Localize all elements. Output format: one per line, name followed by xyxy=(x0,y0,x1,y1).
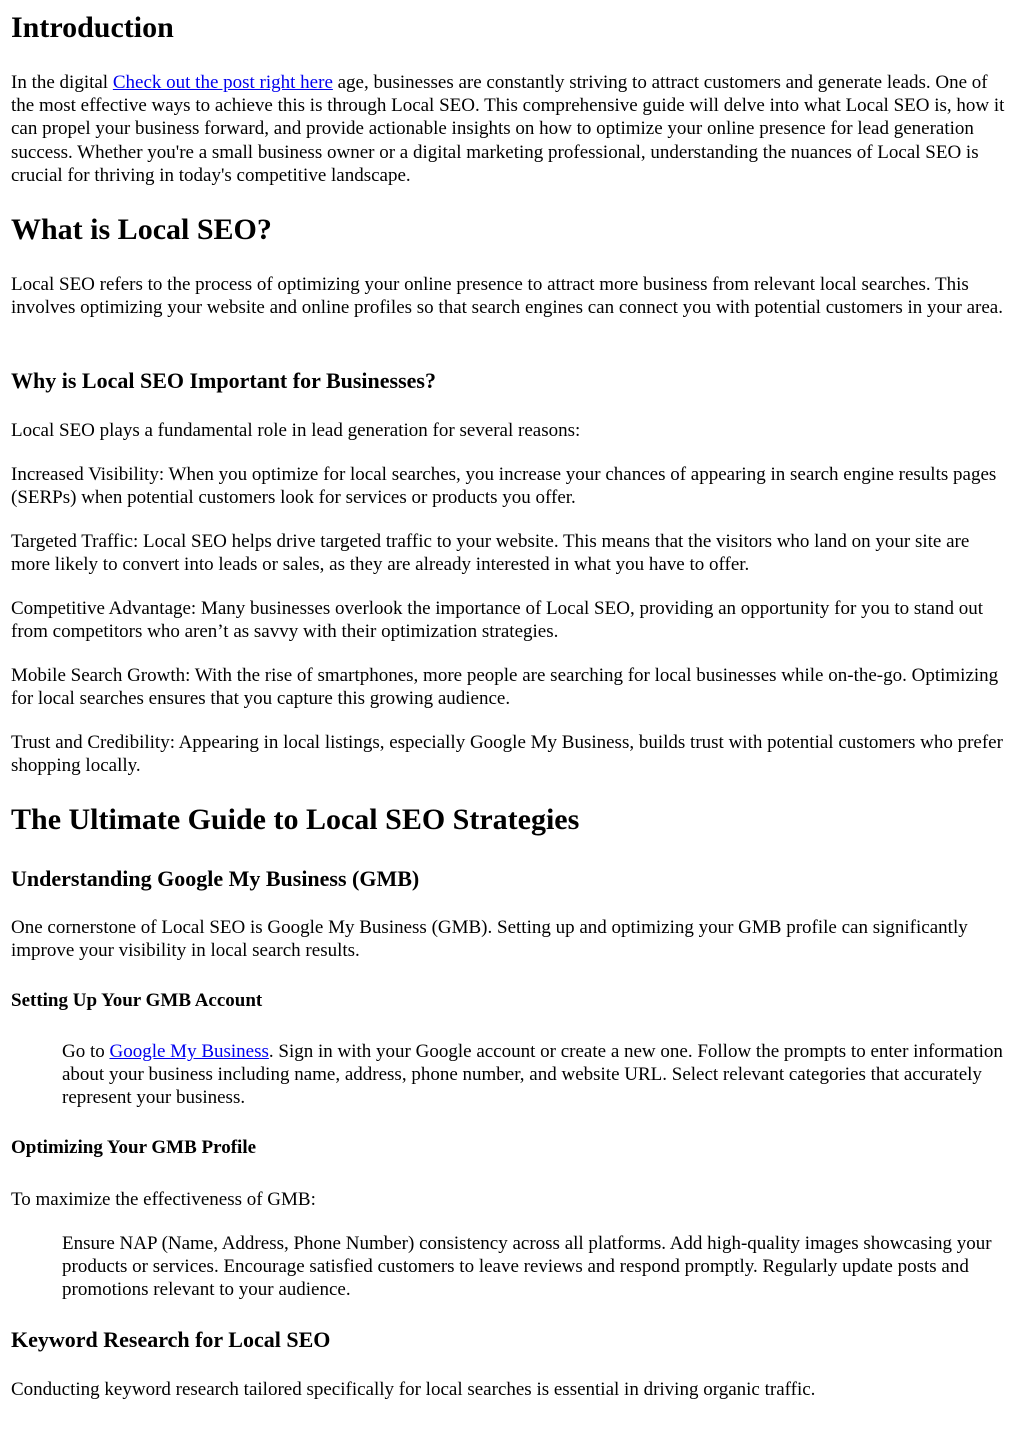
heading-optimizing-gmb: Optimizing Your GMB Profile xyxy=(11,1137,257,1158)
heading-setting-up-gmb: Setting Up Your GMB Account xyxy=(11,990,263,1011)
setup-text-before-link: Go to xyxy=(62,1041,110,1062)
check-out-post-link[interactable]: Check out the post right here xyxy=(112,72,333,93)
heading-understanding-gmb: Understanding Google My Business (GMB) xyxy=(11,866,420,891)
heading-introduction: Introduction xyxy=(11,11,174,44)
heading-what-is-local-seo: What is Local SEO? xyxy=(11,213,272,246)
heading-why-important: Why is Local SEO Important for Businesses? xyxy=(11,368,436,393)
intro-text-after-link: age, businesses are constantly striving to attract customers and generate leads. One of the most effective ways to achieve this is through Local SEO. This comprehensive guide will delve into what Local SEO is, how it can propel your business forward, and provide actionable insights on how to optimize your online presence for lead generation success. Whether you're a small business owner or a digital marketing professional, understanding the nuances of Local SEO is crucial for thriving in today's competitive landscape. xyxy=(11,72,1005,186)
gmb-paragraph: One cornerstone of Local SEO is Google My Business (GMB). Setting up and optimizing your GMB profile can significantly improve your visibility in local search results. xyxy=(11,917,968,962)
setup-paragraph xyxy=(62,1040,1012,1110)
why-lead-paragraph: Local SEO plays a fundamental role in lead generation for several reasons: xyxy=(11,420,581,441)
heading-keyword-research: Keyword Research for Local SEO xyxy=(11,1327,331,1352)
point-competitive-advantage: Competitive Advantage: Many businesses overlook the importance of Local SEO, providing an opportunity for you to stand out from competitors who aren’t as savvy with their optimization strategies. xyxy=(11,598,983,643)
intro-paragraph xyxy=(11,71,1013,187)
what-paragraph: Local SEO refers to the process of optimizing your online presence to attract more business from relevant local searches. This involves optimizing your website and online profiles so that search engines can connect you with potential customers in your area. xyxy=(11,274,1003,319)
point-mobile-search-growth: Mobile Search Growth: With the rise of smartphones, more people are searching for local businesses while on-the-go. Optimizing for local searches ensures that you capture this growing audience. xyxy=(11,665,999,710)
optimize-paragraph: Ensure NAP (Name, Address, Phone Number) consistency across all platforms. Add high-quality images showcasing your products or services. Encourage satisfied customers to leave reviews and respond promptly. Regularly update posts and promotions relevant to your audience. xyxy=(62,1233,992,1301)
setup-text-after-link: . Sign in with your Google account or create a new one. Follow the prompts to enter information about your business including name, address, phone number, and website URL. Select relevant categories that accurately represent your business. xyxy=(62,1041,1003,1109)
intro-text-before-link: In the digital xyxy=(11,72,113,93)
point-increased-visibility: Increased Visibility: When you optimize for local searches, you increase your chances of appearing in search engine results pages (SERPs) when potential customers look for services or products you offer. xyxy=(11,464,997,509)
keyword-paragraph: Conducting keyword research tailored specifically for local searches is essential in driving organic traffic. xyxy=(11,1379,816,1400)
heading-ultimate-guide: The Ultimate Guide to Local SEO Strategies xyxy=(11,803,580,836)
optimize-lead-paragraph: To maximize the effectiveness of GMB: xyxy=(11,1189,316,1210)
point-targeted-traffic: Targeted Traffic: Local SEO helps drive targeted traffic to your website. This means that the visitors who land on your site are more likely to convert into leads or sales, as they are already interested in what you have to offer. xyxy=(11,531,970,576)
point-trust-credibility: Trust and Credibility: Appearing in local listings, especially Google My Business, builds trust with potential customers who prefer shopping locally. xyxy=(11,732,1003,777)
google-my-business-link[interactable]: Google My Business xyxy=(109,1041,269,1062)
